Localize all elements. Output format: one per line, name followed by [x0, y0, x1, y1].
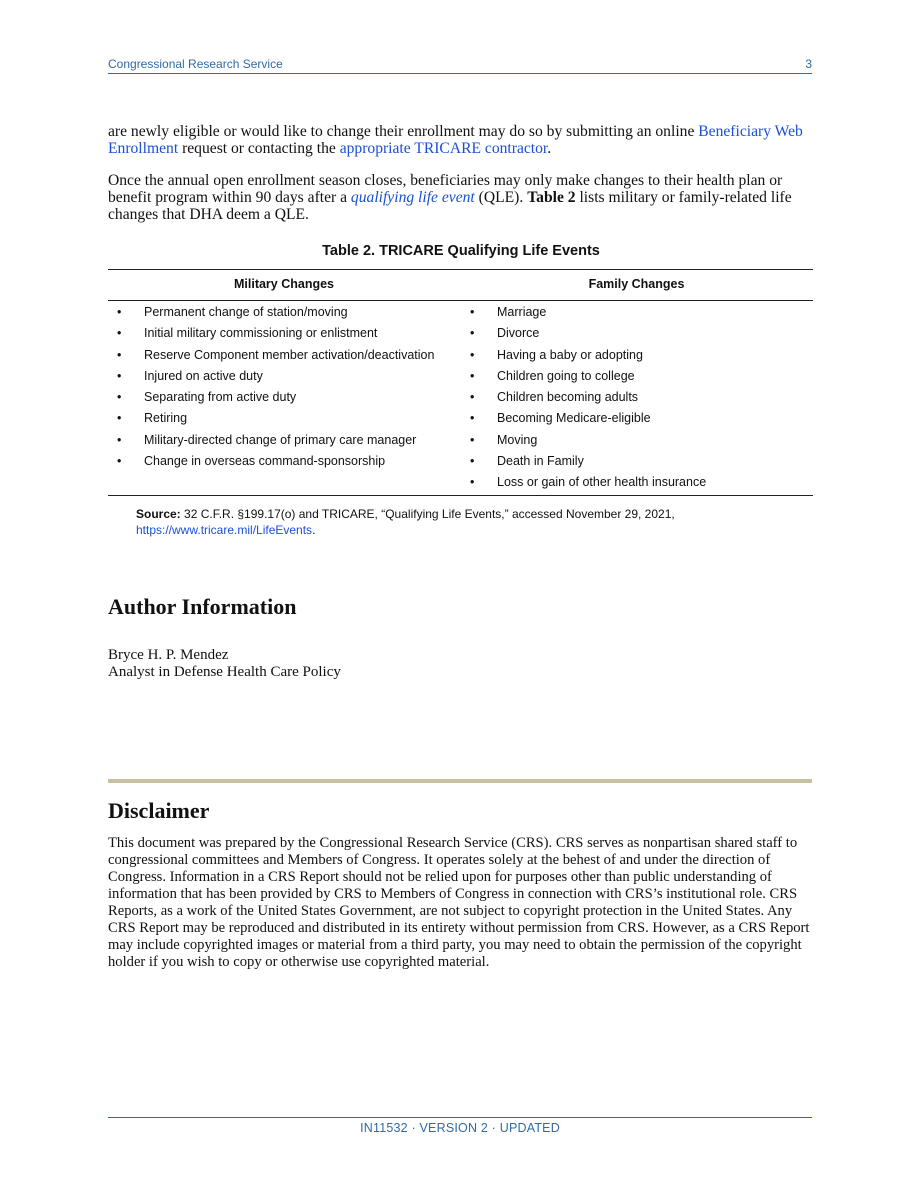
family-item-label: Marriage — [497, 305, 547, 319]
table-header-rule — [108, 300, 813, 301]
bullet-icon: • — [470, 475, 475, 490]
family-item-label: Becoming Medicare-eligible — [497, 411, 651, 426]
bullet-icon: • — [117, 326, 122, 341]
header-rule — [108, 73, 812, 74]
p2-end: lists military or family-related life changes that DHA deem a QLE. — [108, 189, 792, 223]
running-header: Congressional Research Service — [108, 57, 283, 71]
bullet-icon: • — [470, 454, 475, 469]
bullet-icon: • — [117, 432, 122, 447]
military-item-label: Injured on active duty — [144, 368, 263, 383]
author-block — [108, 647, 341, 681]
p1-end: . — [547, 140, 552, 157]
bullet-icon: • — [117, 305, 122, 319]
column-header-family: Family Changes — [588, 277, 685, 291]
list-item — [461, 387, 813, 408]
list-item — [461, 302, 813, 323]
disclaimer-text: This document was prepared by the Congressional Research Service (CRS). CRS serves as nonpartisan shared staff to congressional committees and Members of Congress. It operates solely at the behest of and under the direction of Congress. Information in a CRS Report should not be relied upon for purposes other than public understanding of information that has been provided by CRS to Members of Congress in connection with CRS’s institutional role. CRS Reports, as a work of the United States Government, are not subject to copyright protection in the United States. Any CRS Report may be reproduced and distributed in its entirety without permission from CRS. However, as a CRS Report may include copyrighted images or material from a third party, you may need to obtain the permission of the copyright holder if you wish to copy or otherwise use copyrighted material. — [108, 835, 810, 970]
family-item-label: Loss or gain of other health insurance — [497, 475, 707, 490]
column-header-military: Military Changes — [233, 277, 335, 291]
bullet-icon: • — [117, 347, 122, 362]
family-item-label: Death in Family — [497, 454, 584, 469]
bullet-icon: • — [470, 411, 475, 426]
list-item — [461, 323, 813, 344]
list-item — [108, 345, 460, 366]
table-bottom-rule — [108, 495, 813, 496]
author-heading: Author Information — [108, 594, 297, 619]
footer-rule — [108, 1117, 812, 1118]
list-item — [461, 366, 813, 387]
list-item — [108, 302, 460, 323]
list-item — [461, 451, 813, 472]
family-item-label: Moving — [497, 432, 538, 447]
p1-lead: are newly eligible or would like to change their enrollment may do so by submitting an online — [108, 123, 699, 140]
source-end: . — [312, 523, 316, 537]
bullet-icon: • — [470, 432, 475, 447]
family-item-label: Divorce — [497, 326, 540, 341]
family-item-label: Children going to college — [497, 368, 635, 383]
family-item-label: Children becoming adults — [497, 390, 639, 405]
military-item-label: Reserve Component member activation/deactivation — [144, 347, 435, 362]
bullet-icon: • — [117, 368, 122, 383]
family-changes-list — [461, 302, 813, 494]
bullet-icon: • — [470, 305, 475, 319]
list-item — [461, 345, 813, 366]
military-item-label: Military-directed change of primary care manager — [144, 432, 417, 447]
family-item-label: Having a baby or adopting — [497, 347, 643, 362]
source-text: 32 C.F.R. §199.17(o) and TRICARE, “Qualifying Life Events,” accessed November 29, 2021, — [180, 507, 675, 521]
table-source-note — [136, 506, 776, 538]
list-item — [108, 408, 460, 429]
military-changes-list — [108, 302, 460, 472]
list-item — [108, 366, 460, 387]
military-item-label: Initial military commissioning or enlistment — [144, 326, 378, 341]
source-link[interactable]: https://www.tricare.mil/LifeEvents — [136, 523, 313, 537]
military-item-label: Change in overseas command-sponsorship — [144, 454, 386, 469]
p2-mid: (QLE). — [474, 189, 528, 206]
table-reference: Table 2 — [527, 189, 576, 206]
table-title: Table 2. TRICARE Qualifying Life Events — [322, 243, 600, 259]
bullet-icon: • — [470, 347, 475, 362]
p1-mid: request or contacting the — [178, 140, 340, 157]
p2-lead: Once the annual open enrollment season closes, beneficiaries may only make changes to their health plan or benefit program within 90 days after a — [108, 172, 783, 206]
list-item — [108, 451, 460, 472]
list-item — [108, 430, 460, 451]
intro-paragraph-2 — [108, 172, 814, 223]
disclaimer-heading: Disclaimer — [108, 798, 210, 823]
table-top-rule — [108, 269, 813, 270]
bullet-icon: • — [117, 390, 122, 405]
list-item — [108, 323, 460, 344]
military-item-label: Permanent change of station/moving — [144, 305, 348, 319]
beneficiary-web-enrollment-link[interactable]: Beneficiary Web Enrollment — [108, 123, 803, 157]
tricare-contractor-link[interactable]: appropriate TRICARE contractor — [339, 140, 548, 157]
page-number: 3 — [805, 57, 812, 71]
bullet-icon: • — [117, 411, 122, 426]
intro-paragraph-1 — [108, 123, 814, 157]
qualifying-life-event-link[interactable]: qualifying life event — [350, 189, 475, 206]
footer-report-id: IN11532 · VERSION 2 · UPDATED — [360, 1121, 560, 1135]
list-item — [461, 472, 813, 493]
bullet-icon: • — [470, 390, 475, 405]
section-divider — [108, 779, 812, 783]
military-item-label: Retiring — [144, 411, 188, 426]
military-item-label: Separating from active duty — [144, 390, 297, 405]
list-item — [461, 430, 813, 451]
list-item — [108, 387, 460, 408]
bullet-icon: • — [470, 326, 475, 341]
author-name: Bryce H. P. Mendez — [108, 647, 229, 663]
bullet-icon: • — [117, 454, 122, 469]
author-title: Analyst in Defense Health Care Policy — [108, 664, 341, 680]
source-label: Source: — [136, 507, 181, 521]
bullet-icon: • — [470, 368, 475, 383]
list-item — [461, 408, 813, 429]
